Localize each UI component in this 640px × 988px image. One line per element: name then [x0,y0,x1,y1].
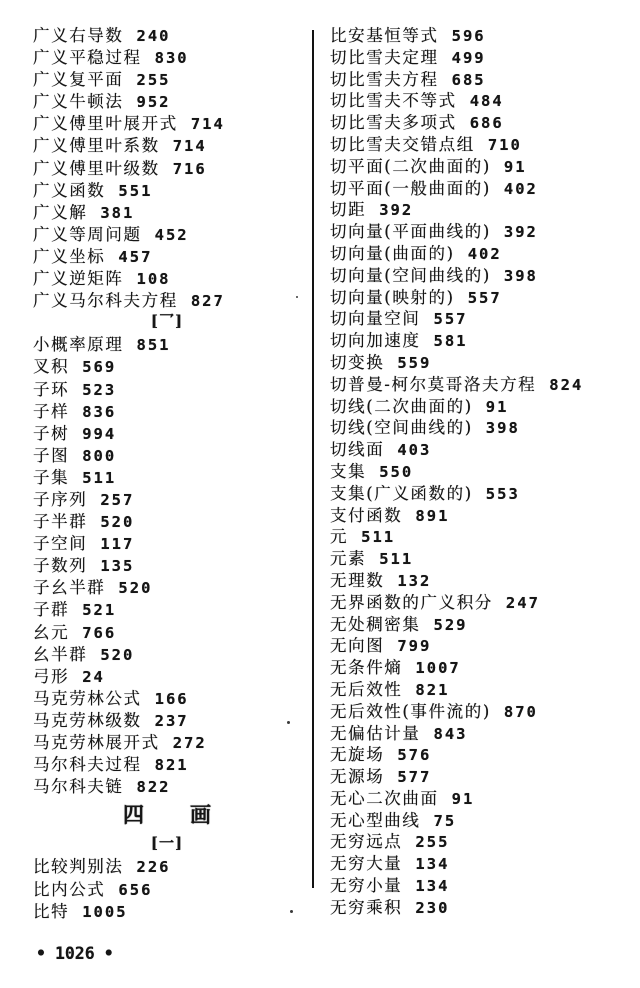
entry-page-number: 166 [154,689,189,708]
entry-term: 小概率原理 [33,335,124,355]
entry-page-number: 830 [154,49,189,68]
entry-page-number: 511 [361,528,396,547]
entry-page-number: 821 [415,680,450,699]
entry-term: 无穷大量 [330,854,403,874]
entry-term: 广义等周问题 [33,224,142,244]
entry-term: 马尔科夫链 [33,777,124,797]
entry-term: 马尔科夫过程 [33,755,142,775]
entry-page-number: 716 [172,159,207,178]
entry-term: 子半群 [33,512,88,532]
entry-term: 幺半群 [33,644,88,664]
index-entry [330,763,635,785]
entry-page-number: 457 [118,247,153,266]
entry-page-number: 230 [415,898,450,917]
index-entry [330,44,635,66]
entry-term: 马克劳林级数 [33,710,142,730]
entry-term: 子树 [33,423,70,443]
index-entry [33,619,301,641]
entry-page-number: 766 [82,623,117,642]
entry-page-number: 685 [451,70,486,89]
index-entry [33,110,301,132]
entry-term: 无心型曲线 [330,810,421,830]
entry-page-number: 91 [485,397,509,416]
entry-page-number: 557 [433,310,468,329]
index-entry [33,751,301,773]
index-entry [330,393,635,415]
entry-page-number: 520 [100,513,135,532]
entry-page-number: 134 [415,877,450,896]
entry-term: 比安基恒等式 [330,26,439,45]
index-entry [330,698,635,720]
index-entry [33,596,301,618]
entry-term: 无后效性(事件流的) [330,701,491,721]
index-entry [33,773,301,795]
entry-term: 切向量(映射的) [330,287,455,307]
entry-term: 无心二次曲面 [330,788,439,808]
index-entry [33,243,301,265]
index-entry [330,175,635,197]
entry-term: 无理数 [330,570,385,590]
entry-page-number: 135 [100,557,135,576]
entry-page-number: 511 [379,550,414,569]
entry-term: 子群 [33,600,70,620]
index-entry [33,44,301,66]
entry-page-number: 134 [415,855,450,874]
entry-term: 广义马尔科夫方程 [33,291,178,311]
index-entry [330,894,635,916]
entry-term: 切距 [330,200,367,220]
entry-page-number: 994 [82,424,117,443]
page-footer [36,944,114,963]
entry-page-number: 257 [100,490,135,509]
entry-term: 切向加速度 [330,331,421,351]
entry-page-number: 843 [433,724,468,743]
index-entry [330,807,635,829]
index-entry [33,221,301,243]
entry-page-number: 952 [136,93,171,112]
entry-page-number: 117 [100,535,135,554]
entry-page-number: 836 [82,402,117,421]
entry-page-number: 272 [172,734,207,752]
entry-page-number: 402 [467,244,502,263]
entry-term: 比特 [33,901,70,921]
scan-speck [296,296,298,298]
entry-term: 子幺半群 [33,578,106,598]
section-header-char: 画 [190,802,211,828]
entry-page-number: 576 [397,746,432,765]
entry-term: 马克劳林公式 [33,688,142,708]
entry-term: 切平面(一般曲面的) [330,178,491,198]
entry-page-number: 91 [451,789,475,808]
entry-term: 子图 [33,445,70,465]
entry-term: 子环 [33,379,70,399]
index-entry [33,464,301,486]
index-entry [330,109,635,131]
entry-term: 切比雪夫交错点组 [330,134,475,154]
index-entry [33,552,301,574]
index-entry [330,589,635,611]
index-entry [33,398,301,420]
index-entry [33,486,301,508]
index-entry [33,663,301,685]
entry-page-number: 247 [505,593,540,612]
entry-term: 无穷乘积 [330,897,403,917]
entry-term: 广义傅里叶系数 [33,136,160,156]
entry-term: 切比雪夫方程 [330,69,439,89]
index-entry [330,720,635,742]
index-entry [330,66,635,88]
entry-page-number: 596 [451,27,486,45]
index-entry [330,567,635,589]
entry-term: 切比雪夫多项式 [330,113,457,133]
entry-page-number: 24 [82,667,105,686]
entry-page-number: 392 [379,201,414,220]
entry-page-number: 870 [503,702,538,721]
index-entry [330,87,635,109]
entry-term: 广义坐标 [33,246,106,266]
entry-page-number: 398 [503,266,538,285]
index-entry [33,287,301,309]
entry-page-number: 1005 [82,902,128,921]
entry-page-number: 452 [154,225,189,244]
entry-term: 切向量(平面曲线的) [330,222,491,242]
entry-page-number: 714 [190,115,225,134]
entry-page-number: 800 [82,446,117,465]
entry-term: 广义函数 [33,180,106,200]
index-entry [330,611,635,633]
index-entry [330,349,635,371]
index-entry [330,872,635,894]
index-entry [330,131,635,153]
entry-page-number: 821 [154,756,189,775]
index-entry [330,502,635,524]
index-entry [33,199,301,221]
entry-page-number: 686 [469,114,504,133]
entry-page-number: 529 [433,615,468,634]
index-right-column [330,22,635,916]
entry-term: 幺元 [33,622,70,642]
entry-term: 子空间 [33,534,88,554]
entry-page-number: 827 [190,292,225,311]
entry-term: 切平面(二次曲面的) [330,156,491,176]
index-entry [33,876,301,898]
index-entry [330,545,635,567]
index-entry [330,218,635,240]
index-entry [33,155,301,177]
entry-page-number: 551 [118,181,153,200]
entry-page-number: 581 [433,332,468,351]
entry-term: 比较判别法 [33,857,124,877]
index-entry [33,707,301,729]
entry-page-number: 550 [379,462,414,481]
entry-term: 子数列 [33,556,88,576]
entry-page-number: 91 [503,157,527,176]
entry-page-number: 226 [136,858,171,877]
index-entry [33,22,301,44]
entry-term: 切比雪夫定理 [330,47,439,67]
entry-term: 无后效性 [330,679,403,699]
section-header [33,802,301,828]
index-entry [33,353,301,375]
entry-term: 元素 [330,549,367,569]
index-entry [330,654,635,676]
section-header-char: 四 [123,802,144,828]
index-entry [330,828,635,850]
index-entry [33,376,301,398]
entry-term: 弓形 [33,666,70,686]
entry-term: 支集 [330,461,367,481]
entry-term: 支集(广义函数的) [330,483,473,503]
index-entry [330,785,635,807]
entry-term: 广义平稳过程 [33,48,142,68]
entry-term: 切比雪夫不等式 [330,91,457,111]
index-entry [33,853,301,875]
index-entry [33,685,301,707]
entry-term: 子序列 [33,489,88,509]
entry-page-number: 851 [136,336,171,355]
entry-page-number: 822 [136,778,171,797]
entry-page-number: 521 [82,601,117,620]
index-entry [330,850,635,872]
entry-page-number: 714 [172,137,207,156]
entry-page-number: 520 [100,645,135,664]
footer-dot-left: • [36,944,46,963]
entry-page-number: 523 [82,380,117,399]
index-entry [33,66,301,88]
index-entry [33,508,301,530]
entry-page-number: 255 [136,71,171,90]
entry-term: 广义逆矩阵 [33,269,124,289]
entry-term: 切向量空间 [330,309,421,329]
index-left-column [33,22,301,920]
scan-speck [287,721,290,724]
entry-term: 广义牛顿法 [33,92,124,112]
index-entry [33,420,301,442]
index-entry [330,676,635,698]
entry-page-number: 569 [82,358,117,377]
index-entry [330,632,635,654]
stroke-group-marker: [一] [150,833,184,852]
entry-page-number: 255 [415,833,450,852]
stroke-group-marker: [乛] [150,311,184,330]
entry-term: 切线(二次曲面的) [330,396,473,416]
index-entry [33,177,301,199]
entry-page-number: 824 [549,375,584,394]
entry-page-number: 1007 [415,659,461,678]
entry-term: 广义解 [33,202,88,222]
entry-page-number: 559 [397,353,432,372]
entry-page-number: 484 [469,92,504,111]
entry-page-number: 577 [397,768,432,787]
column-divider-line [312,30,314,888]
index-entry [330,153,635,175]
entry-page-number: 398 [485,419,520,438]
index-entry [330,240,635,262]
page-number: 1026 [54,944,95,963]
index-entry [330,458,635,480]
entry-term: 无源场 [330,767,385,787]
entry-term: 无穷小量 [330,876,403,896]
entry-term: 无偏估计量 [330,723,421,743]
entry-term: 无穷远点 [330,832,403,852]
index-entry [330,327,635,349]
entry-term: 广义傅里叶级数 [33,158,160,178]
entry-term: 无处稠密集 [330,614,421,634]
entry-page-number: 799 [397,637,432,656]
index-entry [330,22,635,44]
entry-term: 切线(空间曲线的) [330,418,473,438]
entry-page-number: 656 [118,880,153,899]
entry-page-number: 557 [467,288,502,307]
entry-term: 支付函数 [330,505,403,525]
entry-term: 广义复平面 [33,70,124,90]
entry-page-number: 240 [136,27,171,45]
index-entry [33,442,301,464]
entry-term: 无旋场 [330,745,385,765]
entry-term: 切普曼-柯尔莫哥洛夫方程 [330,374,537,394]
entry-term: 切线面 [330,440,385,460]
entry-term: 叉积 [33,357,70,377]
index-entry [33,574,301,596]
entry-page-number: 392 [503,223,538,242]
entry-page-number: 891 [415,506,450,525]
entry-page-number: 108 [136,270,171,289]
index-entry [330,414,635,436]
index-entry [33,530,301,552]
index-entry [330,196,635,218]
entry-page-number: 132 [397,571,432,590]
entry-page-number: 520 [118,579,153,598]
entry-term: 子集 [33,467,70,487]
scan-speck [290,910,293,913]
entry-page-number: 75 [433,811,457,830]
index-entry [33,265,301,287]
index-entry [330,262,635,284]
index-entry [33,729,301,751]
index-entry [33,641,301,663]
footer-dot-right: • [103,944,114,963]
entry-term: 元 [330,527,349,547]
index-entry [33,132,301,154]
entry-page-number: 511 [82,468,117,487]
entry-page-number: 403 [397,441,432,460]
entry-term: 子样 [33,401,70,421]
index-entry [330,741,635,763]
entry-term: 切向量(空间曲线的) [330,265,491,285]
index-entry [330,371,635,393]
entry-term: 无界函数的广义积分 [330,592,493,612]
index-entry [33,88,301,110]
index-entry [330,523,635,545]
entry-term: 广义傅里叶展开式 [33,114,178,134]
entry-page-number: 553 [485,484,520,503]
entry-page-number: 402 [503,179,538,198]
entry-page-number: 237 [154,711,189,730]
entry-term: 切变换 [330,352,385,372]
entry-term: 比内公式 [33,879,106,899]
entry-term: 广义右导数 [33,26,124,45]
entry-page-number: 710 [487,135,522,154]
entry-page-number: 499 [451,48,486,67]
index-entry [330,436,635,458]
entry-term: 无向图 [330,636,385,656]
index-entry [330,284,635,306]
index-entry [330,480,635,502]
index-entry [33,898,301,920]
entry-term: 无条件熵 [330,658,403,678]
entry-term: 马克劳林展开式 [33,733,160,752]
index-entry [33,331,301,353]
entry-term: 切向量(曲面的) [330,243,455,263]
entry-page-number: 381 [100,203,135,222]
index-entry [330,305,635,327]
